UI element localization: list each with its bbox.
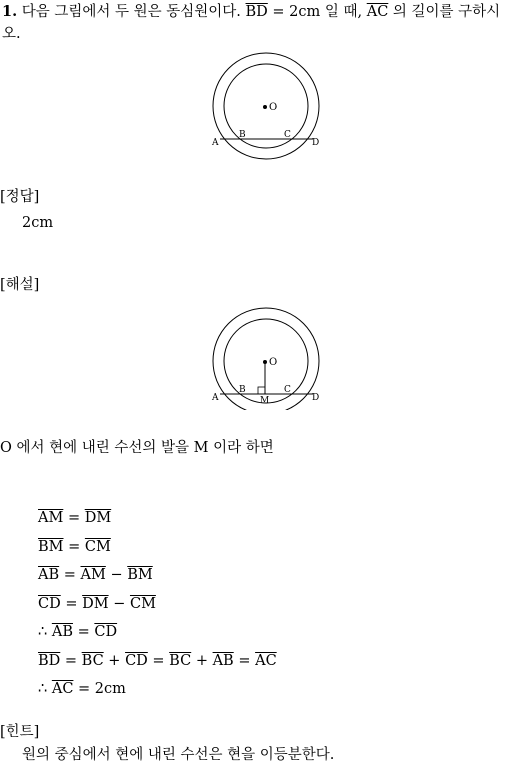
- eq7-right: 2cm: [94, 681, 126, 697]
- label-a: A: [212, 393, 219, 403]
- eq6-b: $\overline{CD}$: [125, 653, 148, 669]
- label-m: M: [260, 396, 270, 406]
- eq6-d: $\overline{AB}$: [212, 653, 234, 669]
- eq7-left: $\overline{AC}$: [51, 681, 74, 697]
- eq6-a: $\overline{BC}$: [81, 653, 104, 669]
- label-c: C: [284, 130, 291, 140]
- eq6-op5: =: [238, 653, 251, 669]
- problem-number: 1.: [2, 3, 18, 20]
- eq3-b: $\overline{BM}$: [127, 567, 153, 583]
- label-b: B: [239, 385, 246, 395]
- hint-heading: [힌트]: [0, 724, 40, 740]
- label-d: D: [312, 138, 320, 148]
- equation-4: [38, 594, 156, 614]
- concentric-circles-figure: [205, 50, 330, 170]
- eq2-right: $\overline{CM}$: [84, 539, 111, 555]
- explanation-intro: O 에서 현에 내린 수선의 발을 M 이라 하면: [0, 440, 274, 456]
- eq6-op2: +: [108, 653, 121, 669]
- segment-bd: $\overline{BD}$: [245, 4, 268, 20]
- eq4-op1: =: [65, 596, 78, 612]
- eq6-op3: =: [152, 653, 165, 669]
- eq2-op: =: [68, 539, 81, 555]
- center-point: [263, 105, 267, 109]
- label-o: O: [269, 102, 278, 113]
- eq1-left: $\overline{AM}$: [38, 510, 64, 526]
- eq6-left: $\overline{BD}$: [38, 653, 61, 669]
- eq6-op4: +: [195, 653, 208, 669]
- eq6-e: $\overline{AC}$: [255, 653, 277, 669]
- answer-value: 2cm: [22, 215, 54, 231]
- hint-text: 원의 중심에서 현에 내린 수선은 현을 이등분한다.: [22, 747, 335, 763]
- problem-line-2: 오.: [2, 26, 21, 42]
- right-angle-mark: [258, 387, 265, 394]
- equation-6: [38, 651, 277, 671]
- label-o: O: [269, 357, 278, 368]
- label-d: D: [312, 393, 320, 403]
- outer-circle: [213, 308, 319, 410]
- eq6-c: $\overline{BC}$: [169, 653, 192, 669]
- problem-text-c: 의 길이를 구하시: [392, 4, 501, 20]
- eq7-op: =: [78, 681, 91, 697]
- problem-text-a: 다음 그림에서 두 원은 동심원이다.: [21, 4, 241, 20]
- label-a: A: [212, 138, 219, 148]
- eq3-op1: =: [63, 567, 76, 583]
- segment-ac: $\overline{AC}$: [366, 4, 389, 20]
- eq6-op1: =: [64, 653, 78, 669]
- eq5-left: $\overline{AB}$: [51, 624, 73, 640]
- eq3-op2: −: [110, 567, 123, 583]
- eq5-op: =: [77, 624, 90, 640]
- label-b: B: [239, 130, 246, 140]
- eq1-op: =: [67, 510, 81, 526]
- eq3-left: $\overline{AB}$: [38, 567, 60, 583]
- equation-1: [38, 508, 111, 528]
- eq4-left: $\overline{CD}$: [38, 596, 61, 612]
- center-point: [263, 360, 267, 364]
- equation-7: [38, 679, 126, 699]
- equation-3: [38, 565, 153, 585]
- eq2-left: $\overline{BM}$: [38, 539, 64, 555]
- equation-2: [38, 537, 111, 557]
- eq4-op2: −: [113, 596, 126, 612]
- eq4-a: $\overline{DM}$: [82, 596, 109, 612]
- eq1-right: $\overline{DM}$: [84, 510, 112, 526]
- eq3-a: $\overline{AM}$: [80, 567, 106, 583]
- eq4-b: $\overline{CM}$: [129, 596, 156, 612]
- problem-line-1: [2, 2, 500, 22]
- eq5-therefore: ∴: [38, 624, 48, 640]
- eq5-right: $\overline{CD}$: [94, 624, 118, 640]
- eq7-therefore: ∴: [38, 681, 48, 697]
- concentric-circles-figure-with-perpendicular: [205, 305, 330, 410]
- answer-heading: [정답]: [0, 189, 40, 205]
- explanation-heading: [해설]: [0, 277, 40, 293]
- equation-5: [38, 622, 117, 642]
- label-c: C: [284, 385, 291, 395]
- problem-text-b: = 2cm 일 때,: [272, 4, 363, 20]
